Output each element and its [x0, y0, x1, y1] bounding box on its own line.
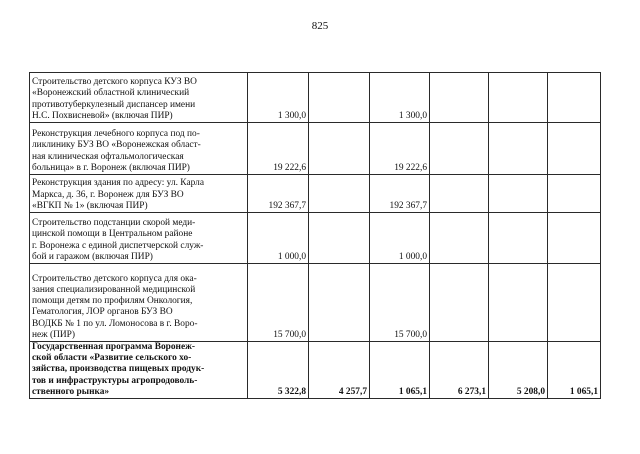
value-cell: [430, 123, 489, 175]
description-line: противотуберкулезный диспансер имени: [32, 99, 196, 110]
value-cell: [548, 73, 601, 123]
value-cell: 5 208,0: [489, 342, 548, 399]
row-description: [30, 175, 248, 213]
description-line: Реконструкция лечебного корпуса под по-: [32, 129, 200, 140]
description-line: «Воронежский областной клинический: [32, 88, 190, 99]
table-row: [30, 123, 601, 175]
value-cell: [309, 73, 370, 123]
description-line: бой и гаражом (включая ПИР): [32, 251, 153, 262]
value-cell: 6 273,1: [430, 342, 489, 399]
value-cell: [548, 264, 601, 342]
value-cell: [430, 73, 489, 123]
table-row: [30, 264, 601, 342]
value-cell: 1 065,1: [370, 342, 430, 399]
value-cell: [489, 123, 548, 175]
description-line: зания специализированной медицинской: [32, 284, 196, 295]
value-cell: [548, 213, 601, 264]
table-row: [30, 175, 601, 213]
table-row: [30, 73, 601, 123]
description-line: Маркса, д. 36, г. Воронеж для БУЗ ВО: [32, 189, 184, 200]
description-line: ВОДКБ № 1 по ул. Ломоносова в г. Воро-: [32, 318, 198, 329]
value-cell: [309, 175, 370, 213]
value-cell: [309, 123, 370, 175]
value-cell: 5 322,8: [248, 342, 309, 399]
value-cell: 4 257,7: [309, 342, 370, 399]
description-line: зяйства, производства пищевых продук-: [32, 364, 205, 375]
description-line: неж (ПИР): [32, 329, 75, 340]
value-cell: 1 300,0: [370, 73, 430, 123]
description-line: ликлинику БУЗ ВО «Воронежская област-: [32, 140, 201, 151]
value-cell: 19 222,6: [248, 123, 309, 175]
value-cell: [430, 213, 489, 264]
row-description: [30, 73, 248, 123]
description-line: ственного рынка»: [32, 386, 110, 397]
value-cell: 1 000,0: [248, 213, 309, 264]
value-cell: [489, 213, 548, 264]
value-cell: [489, 73, 548, 123]
value-cell: 19 222,6: [370, 123, 430, 175]
description-line: помощи детям по профилям Онкология,: [32, 296, 193, 307]
value-cell: 1 065,1: [548, 342, 601, 399]
row-description: [30, 123, 248, 175]
description-line: Государственная программа Воронеж-: [32, 342, 196, 352]
value-cell: 1 000,0: [370, 213, 430, 264]
description-line: Строительство подстанции скорой меди-: [32, 218, 196, 229]
value-cell: 15 700,0: [248, 264, 309, 342]
description-line: Строительство детского корпуса КУЗ ВО: [32, 77, 197, 88]
row-description: [30, 213, 248, 264]
description-line: Строительство детского корпуса для ока-: [32, 273, 197, 284]
description-line: Реконструкция здания по адресу: ул. Карла: [32, 178, 205, 189]
value-cell: [548, 175, 601, 213]
budget-table: [29, 72, 601, 399]
description-line: Н.С. Похвисневой» (включая ПИР): [32, 110, 173, 121]
value-cell: 192 367,7: [370, 175, 430, 213]
value-cell: 192 367,7: [248, 175, 309, 213]
value-cell: [489, 264, 548, 342]
page-number: 825: [311, 20, 329, 32]
row-description: [30, 264, 248, 342]
description-line: цинской помощи в Центральном районе: [32, 229, 193, 240]
table-row: [30, 213, 601, 264]
description-line: Гематология, ЛОР органов БУЗ ВО: [32, 307, 173, 318]
value-cell: [309, 213, 370, 264]
value-cell: [489, 175, 548, 213]
description-line: ная клиническая офтальмологическая: [32, 151, 184, 162]
value-cell: [309, 264, 370, 342]
table-row: [30, 342, 601, 399]
value-cell: [430, 264, 489, 342]
description-line: больница» в г. Воронеж (включая ПИР): [32, 162, 190, 173]
description-line: «ВГКП № 1» (включая ПИР): [32, 200, 148, 211]
description-line: ской области «Развитие сельского хо-: [32, 353, 192, 364]
row-description: [30, 342, 248, 399]
description-line: тов и инфраструктуры агропродоволь-: [32, 375, 198, 386]
value-cell: [430, 175, 489, 213]
description-line: г. Воронежа с единой диспетчерской служ-: [32, 240, 204, 251]
value-cell: 15 700,0: [370, 264, 430, 342]
value-cell: 1 300,0: [248, 73, 309, 123]
value-cell: [548, 123, 601, 175]
